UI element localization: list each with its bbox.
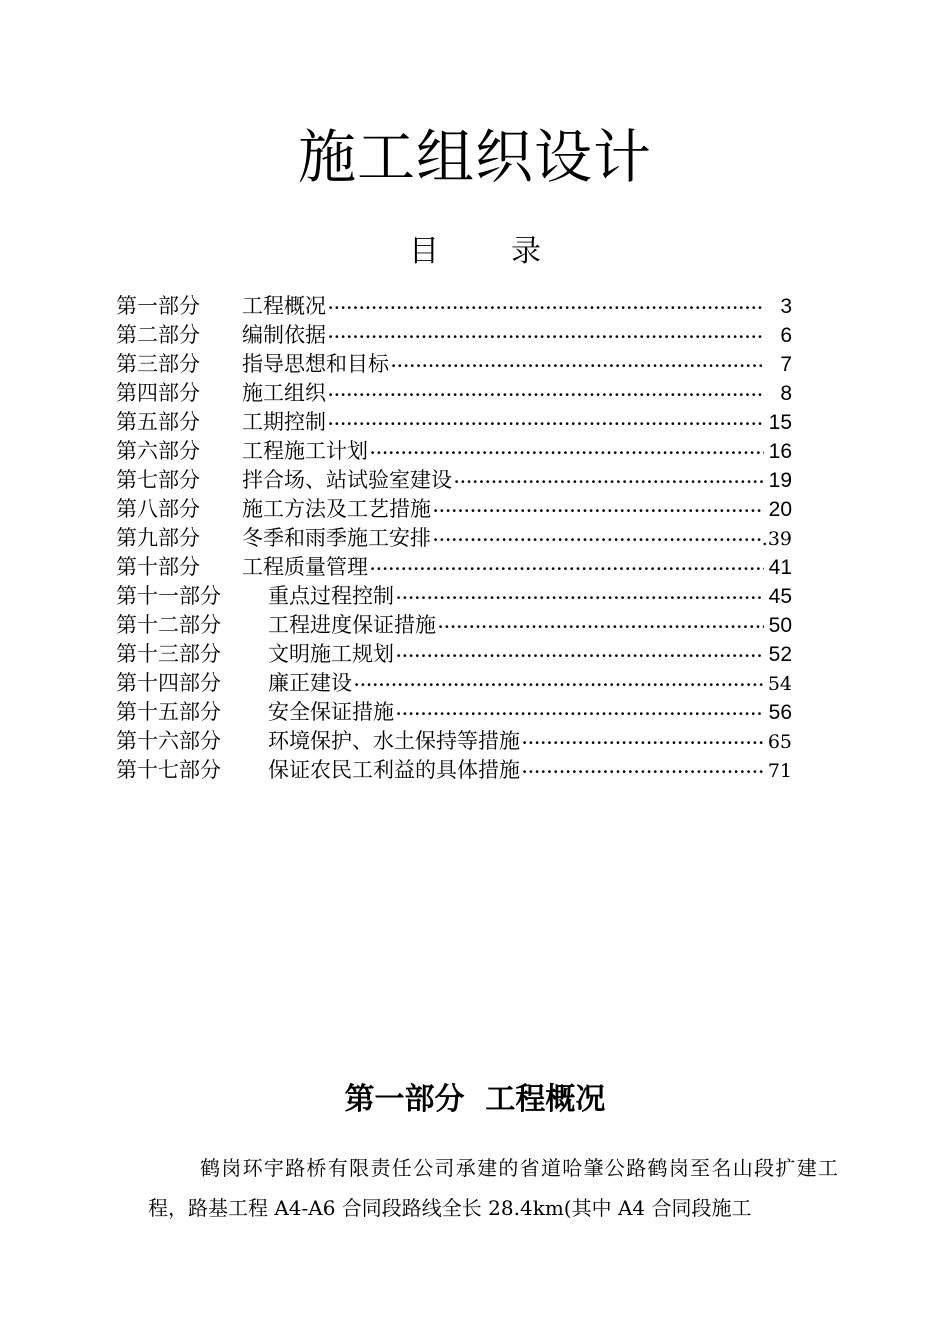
toc-page-number: 71 — [767, 760, 792, 782]
toc-dot-leader — [394, 584, 764, 613]
toc-part-label: 第十四部分 — [116, 671, 221, 695]
toc-entry[interactable] — [116, 495, 792, 524]
toc-part-label: 第十二部分 — [116, 613, 221, 637]
toc-part-label: 第七部分 — [116, 468, 200, 492]
toc-dot-leader — [520, 729, 764, 758]
toc-entry[interactable] — [116, 582, 792, 611]
toc-page-number: 56 — [768, 701, 792, 724]
section-heading: 第一部分 工程概况 — [344, 1082, 606, 1117]
toc-entry-title: 工程进度保证措施 — [268, 613, 436, 637]
toc-part-label: 第十一部分 — [116, 584, 221, 608]
toc-part-label: 第十五部分 — [116, 700, 221, 724]
toc-entry-title: 廉正建设 — [268, 671, 352, 695]
toc-dot-leader — [368, 439, 764, 468]
toc-heading — [0, 232, 950, 272]
toc-entry-title: 编制依据 — [242, 323, 326, 347]
toc-page-number: 54 — [767, 673, 792, 695]
toc-part-label: 第四部分 — [116, 381, 200, 405]
toc-entry[interactable] — [116, 292, 792, 321]
toc-page-number: .39 — [761, 528, 792, 550]
toc-dot-leader — [394, 642, 764, 671]
toc-entry[interactable] — [116, 727, 792, 756]
toc-part-label: 第十三部分 — [116, 642, 221, 666]
toc-entry-title: 指导思想和目标 — [242, 352, 389, 376]
toc-page-number: 52 — [768, 643, 792, 666]
toc-page-number: 6 — [780, 324, 792, 347]
toc-dot-leader — [326, 410, 764, 439]
toc-page-number: 15 — [768, 411, 792, 434]
toc-dot-leader — [368, 555, 764, 584]
toc-part-label: 第十部分 — [116, 555, 200, 579]
toc-dot-leader — [394, 700, 764, 729]
toc-dot-leader — [326, 294, 764, 323]
toc-part-label: 第二部分 — [116, 323, 200, 347]
toc-dot-leader — [326, 381, 764, 410]
toc-page-number: 3 — [780, 295, 792, 318]
toc-dot-leader — [520, 758, 764, 787]
toc-part-label: 第三部分 — [116, 352, 200, 376]
toc-entry-title: 拌合场、站试验室建设 — [242, 468, 452, 492]
toc-entry[interactable] — [116, 524, 792, 553]
toc-entry-title: 保证农民工利益的具体措施 — [268, 758, 520, 782]
toc-entry-title: 环境保护、水土保持等措施 — [268, 729, 520, 753]
toc-entry[interactable] — [116, 698, 792, 727]
toc-entry[interactable] — [116, 350, 792, 379]
toc-part-label: 第八部分 — [116, 497, 200, 521]
toc-dot-leader — [436, 613, 764, 642]
toc-entry-title: 工程质量管理 — [242, 555, 368, 579]
toc-entry[interactable] — [116, 408, 792, 437]
toc-entry[interactable] — [116, 756, 792, 785]
toc-entry-title: 冬季和雨季施工安排 — [242, 526, 431, 550]
toc-part-label: 第五部分 — [116, 410, 200, 434]
toc-dot-leader — [431, 526, 762, 555]
toc-entry[interactable] — [116, 640, 792, 669]
toc-entry[interactable] — [116, 466, 792, 495]
toc-entry-title: 施工方法及工艺措施 — [242, 497, 431, 521]
toc-part-label: 第一部分 — [116, 294, 200, 318]
toc-entry[interactable] — [116, 321, 792, 350]
toc-entry-title: 工期控制 — [242, 410, 326, 434]
toc-heading-right: 录 — [511, 234, 541, 269]
body-paragraph: 鹤岗环宇路桥有限责任公司承建的省道哈肇公路鹤岗至名山段扩建工程，路基工程 A4-A6 合同段路线全长 28.4km(其中 A4 合同段施工 — [148, 1156, 838, 1220]
toc-entry-title: 工程概况 — [242, 294, 326, 318]
toc-entry[interactable] — [116, 669, 792, 698]
toc-page-number: 19 — [768, 469, 792, 492]
toc-part-label: 第十六部分 — [116, 729, 221, 753]
toc-entry-title: 重点过程控制 — [268, 584, 394, 608]
toc-part-label: 第九部分 — [116, 526, 200, 550]
toc-part-label: 第十七部分 — [116, 758, 221, 782]
toc-part-label: 第六部分 — [116, 439, 200, 463]
toc-entry[interactable] — [116, 437, 792, 466]
toc-page-number: 41 — [768, 556, 792, 579]
toc-entry[interactable] — [116, 379, 792, 408]
toc-dot-leader — [389, 352, 764, 381]
toc-dot-leader — [352, 671, 764, 700]
toc-entry-title: 文明施工规划 — [268, 642, 394, 666]
toc-entry-title: 安全保证措施 — [268, 700, 394, 724]
toc-page-number: 50 — [768, 614, 792, 637]
table-of-contents — [116, 292, 792, 785]
toc-page-number: 20 — [768, 498, 792, 521]
toc-entry[interactable] — [116, 553, 792, 582]
toc-dot-leader — [431, 497, 764, 526]
toc-entry-title: 工程施工计划 — [242, 439, 368, 463]
toc-dot-leader — [326, 323, 764, 352]
toc-page-number: 65 — [767, 731, 792, 753]
toc-page-number: 8 — [780, 382, 792, 405]
toc-page-number: 45 — [768, 585, 792, 608]
toc-page-number: 16 — [768, 440, 792, 463]
toc-dot-leader — [452, 468, 764, 497]
toc-heading-left: 目 — [409, 234, 439, 269]
toc-entry-title: 施工组织 — [242, 381, 326, 405]
document-title: 施工组织设计 — [297, 123, 652, 191]
toc-page-number: 7 — [780, 353, 792, 376]
toc-entry[interactable] — [116, 611, 792, 640]
